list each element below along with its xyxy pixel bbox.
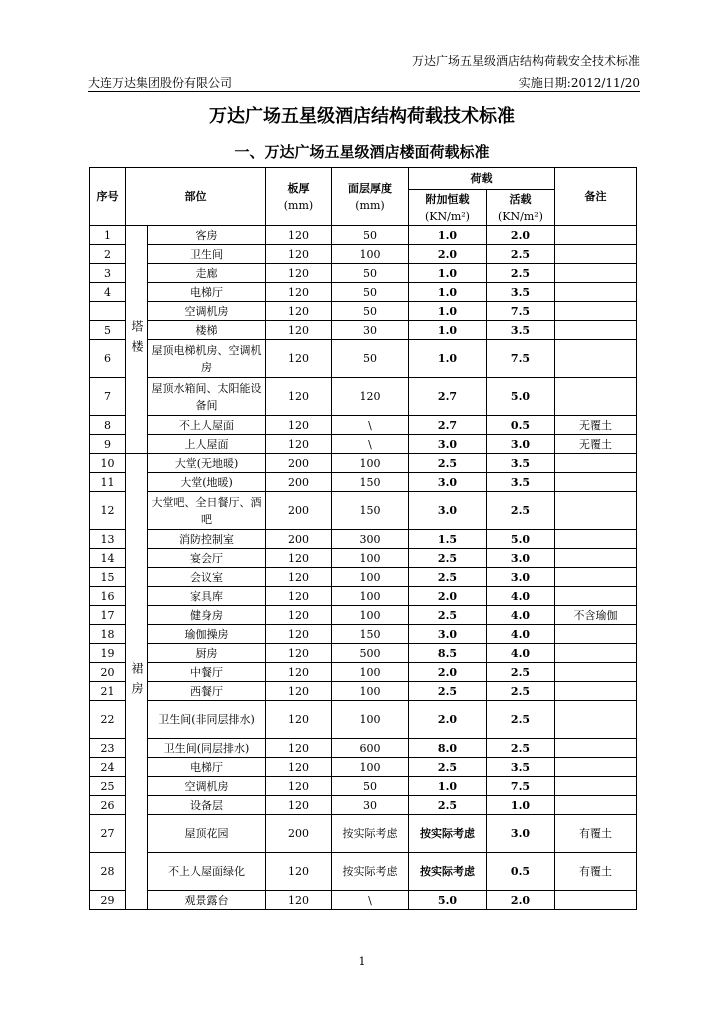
row-dead-load: 1.0 (409, 321, 487, 340)
row-number: 10 (90, 454, 126, 473)
row-surface-thickness: 30 (332, 796, 409, 815)
row-location: 空调机房 (148, 302, 266, 321)
row-dead-load: 按实际考虑 (409, 815, 487, 853)
row-slab-thickness: 120 (266, 796, 332, 815)
row-remark (555, 758, 637, 777)
row-dead-load: 1.0 (409, 340, 487, 378)
row-slab-thickness: 120 (266, 340, 332, 378)
row-location: 屋顶电梯机房、空调机房 (148, 340, 266, 378)
row-number: 16 (90, 587, 126, 606)
row-location: 卫生间(非同层排水) (148, 701, 266, 739)
table-row (90, 758, 637, 777)
row-slab-thickness: 120 (266, 682, 332, 701)
row-slab-thickness: 120 (266, 739, 332, 758)
row-location: 屋顶水箱间、太阳能设备间 (148, 378, 266, 416)
table-row (90, 378, 637, 416)
row-location: 卫生间 (148, 245, 266, 264)
row-surface-thickness: 100 (332, 454, 409, 473)
table-row (90, 473, 637, 492)
row-remark (555, 739, 637, 758)
row-remark (555, 454, 637, 473)
row-location: 上人屋面 (148, 435, 266, 454)
row-surface-thickness: 50 (332, 283, 409, 302)
row-slab-thickness: 120 (266, 568, 332, 587)
row-dead-load: 2.5 (409, 454, 487, 473)
row-slab-thickness: 200 (266, 530, 332, 549)
table-row (90, 606, 637, 625)
row-remark (555, 796, 637, 815)
table-row (90, 302, 637, 321)
row-location: 屋顶花园 (148, 815, 266, 853)
row-live-load: 2.5 (487, 492, 555, 530)
row-surface-thickness: 30 (332, 321, 409, 340)
row-remark (555, 302, 637, 321)
row-surface-thickness: 按实际考虑 (332, 815, 409, 853)
row-surface-thickness: 按实际考虑 (332, 853, 409, 891)
row-surface-thickness: 150 (332, 473, 409, 492)
row-surface-thickness: 100 (332, 587, 409, 606)
row-remark: 有覆土 (555, 815, 637, 853)
table-row (90, 435, 637, 454)
row-location: 卫生间(同层排水) (148, 739, 266, 758)
row-location: 消防控制室 (148, 530, 266, 549)
row-dead-load: 1.5 (409, 530, 487, 549)
row-live-load: 2.5 (487, 682, 555, 701)
row-slab-thickness: 120 (266, 378, 332, 416)
row-live-load: 1.0 (487, 796, 555, 815)
table-row (90, 644, 637, 663)
row-number: 12 (90, 492, 126, 530)
row-remark (555, 701, 637, 739)
row-dead-load: 2.5 (409, 549, 487, 568)
row-live-load: 3.0 (487, 815, 555, 853)
row-remark (555, 891, 637, 910)
row-slab-thickness: 200 (266, 454, 332, 473)
row-live-load: 4.0 (487, 587, 555, 606)
header-no: 序号 (90, 168, 126, 226)
row-slab-thickness: 120 (266, 644, 332, 663)
table-row (90, 568, 637, 587)
row-location: 观景露台 (148, 891, 266, 910)
row-live-load: 2.5 (487, 663, 555, 682)
row-live-load: 2.5 (487, 264, 555, 283)
row-location: 瑜伽操房 (148, 625, 266, 644)
row-location: 健身房 (148, 606, 266, 625)
row-dead-load: 8.0 (409, 739, 487, 758)
header-remark: 备注 (555, 168, 637, 226)
header-location: 部位 (126, 168, 266, 226)
row-live-load: 4.0 (487, 606, 555, 625)
row-remark (555, 777, 637, 796)
row-surface-thickness: 100 (332, 663, 409, 682)
row-slab-thickness: 120 (266, 758, 332, 777)
row-location: 空调机房 (148, 777, 266, 796)
row-number: 14 (90, 549, 126, 568)
row-dead-load: 2.0 (409, 701, 487, 739)
row-number: 22 (90, 701, 126, 739)
row-number: 17 (90, 606, 126, 625)
row-surface-thickness: 150 (332, 625, 409, 644)
row-remark (555, 264, 637, 283)
row-dead-load: 2.5 (409, 758, 487, 777)
row-live-load: 5.0 (487, 530, 555, 549)
section-title: 一、万达广场五星级酒店楼面荷载标准 (234, 143, 490, 161)
table-row (90, 853, 637, 891)
row-remark (555, 283, 637, 302)
row-slab-thickness: 120 (266, 264, 332, 283)
row-dead-load: 3.0 (409, 435, 487, 454)
row-live-load: 0.5 (487, 416, 555, 435)
table-row (90, 796, 637, 815)
row-surface-thickness: 50 (332, 777, 409, 796)
row-surface-thickness: 100 (332, 758, 409, 777)
page-number: 1 (358, 955, 366, 968)
row-dead-load: 按实际考虑 (409, 853, 487, 891)
row-number: 2 (90, 245, 126, 264)
row-remark (555, 625, 637, 644)
row-dead-load: 2.7 (409, 416, 487, 435)
table-row (90, 530, 637, 549)
row-number: 21 (90, 682, 126, 701)
row-remark (555, 378, 637, 416)
row-dead-load: 2.5 (409, 796, 487, 815)
group-label-podium: 裙房 (126, 454, 148, 910)
row-remark: 无覆土 (555, 416, 637, 435)
row-number: 9 (90, 435, 126, 454)
table-row (90, 492, 637, 530)
row-remark (555, 549, 637, 568)
row-live-load: 3.5 (487, 473, 555, 492)
table-row (90, 226, 637, 245)
header-dead-load: 附加恒载 (KN/m²) (409, 190, 487, 226)
row-live-load: 7.5 (487, 302, 555, 321)
row-number: 27 (90, 815, 126, 853)
row-number (90, 302, 126, 321)
row-location: 宴会厅 (148, 549, 266, 568)
row-location: 电梯厅 (148, 758, 266, 777)
row-remark: 无覆土 (555, 435, 637, 454)
row-surface-thickness: 50 (332, 340, 409, 378)
row-surface-thickness: 50 (332, 264, 409, 283)
row-live-load: 2.5 (487, 245, 555, 264)
row-remark (555, 492, 637, 530)
row-surface-thickness: 600 (332, 739, 409, 758)
row-slab-thickness: 120 (266, 435, 332, 454)
row-dead-load: 1.0 (409, 283, 487, 302)
row-remark (555, 321, 637, 340)
row-dead-load: 1.0 (409, 302, 487, 321)
row-remark (555, 245, 637, 264)
row-surface-thickness: \ (332, 416, 409, 435)
table-row (90, 549, 637, 568)
row-dead-load: 2.0 (409, 587, 487, 606)
row-live-load: 2.0 (487, 226, 555, 245)
row-slab-thickness: 120 (266, 226, 332, 245)
row-number: 25 (90, 777, 126, 796)
row-number: 15 (90, 568, 126, 587)
table-row (90, 245, 637, 264)
table-row (90, 739, 637, 758)
row-location: 客房 (148, 226, 266, 245)
row-dead-load: 3.0 (409, 492, 487, 530)
table-row (90, 321, 637, 340)
row-location: 楼梯 (148, 321, 266, 340)
row-dead-load: 1.0 (409, 264, 487, 283)
row-number: 3 (90, 264, 126, 283)
row-number: 13 (90, 530, 126, 549)
row-dead-load: 1.0 (409, 777, 487, 796)
row-live-load: 5.0 (487, 378, 555, 416)
row-surface-thickness: 50 (332, 226, 409, 245)
row-location: 大堂(地暖) (148, 473, 266, 492)
row-dead-load: 2.7 (409, 378, 487, 416)
row-location: 家具库 (148, 587, 266, 606)
row-number: 5 (90, 321, 126, 340)
row-dead-load: 3.0 (409, 625, 487, 644)
table-row (90, 777, 637, 796)
row-live-load: 3.5 (487, 454, 555, 473)
row-dead-load: 1.0 (409, 226, 487, 245)
row-dead-load: 2.0 (409, 663, 487, 682)
row-slab-thickness: 120 (266, 777, 332, 796)
row-location: 会议室 (148, 568, 266, 587)
table-row (90, 416, 637, 435)
document-header-title: 万达广场五星级酒店结构荷载安全技术标准 (411, 54, 640, 68)
row-slab-thickness: 120 (266, 549, 332, 568)
row-remark (555, 568, 637, 587)
row-slab-thickness: 120 (266, 416, 332, 435)
table-row (90, 815, 637, 853)
effective-date: 实施日期:2012/11/20 (518, 76, 640, 90)
row-surface-thickness: 100 (332, 549, 409, 568)
row-dead-load: 2.5 (409, 682, 487, 701)
row-location: 西餐厅 (148, 682, 266, 701)
header-surface: 面层厚度 (mm) (332, 168, 409, 226)
row-dead-load: 2.5 (409, 568, 487, 587)
row-slab-thickness: 120 (266, 321, 332, 340)
table-row (90, 340, 637, 378)
row-surface-thickness: 100 (332, 568, 409, 587)
row-live-load: 3.0 (487, 568, 555, 587)
row-remark (555, 226, 637, 245)
table-row (90, 283, 637, 302)
row-slab-thickness: 120 (266, 587, 332, 606)
row-surface-thickness: 100 (332, 245, 409, 264)
row-number: 6 (90, 340, 126, 378)
row-surface-thickness: \ (332, 435, 409, 454)
row-live-load: 3.5 (487, 758, 555, 777)
table-row (90, 701, 637, 739)
row-surface-thickness: 300 (332, 530, 409, 549)
row-live-load: 3.5 (487, 321, 555, 340)
group-label-tower: 塔楼 (126, 226, 148, 454)
row-live-load: 2.5 (487, 701, 555, 739)
row-number: 19 (90, 644, 126, 663)
row-slab-thickness: 200 (266, 815, 332, 853)
row-slab-thickness: 200 (266, 492, 332, 530)
row-surface-thickness: 50 (332, 302, 409, 321)
row-surface-thickness: 500 (332, 644, 409, 663)
row-surface-thickness: \ (332, 891, 409, 910)
row-remark (555, 644, 637, 663)
row-remark (555, 340, 637, 378)
row-location: 大堂吧、全日餐厅、酒吧 (148, 492, 266, 530)
header-load: 荷载 (409, 168, 555, 190)
row-slab-thickness: 120 (266, 891, 332, 910)
row-number: 20 (90, 663, 126, 682)
row-remark (555, 473, 637, 492)
row-live-load: 3.0 (487, 435, 555, 454)
row-remark: 有覆土 (555, 853, 637, 891)
row-slab-thickness: 200 (266, 473, 332, 492)
row-location: 不上人屋面绿化 (148, 853, 266, 891)
row-live-load: 3.5 (487, 283, 555, 302)
row-surface-thickness: 100 (332, 606, 409, 625)
row-live-load: 2.0 (487, 891, 555, 910)
row-number: 28 (90, 853, 126, 891)
row-dead-load: 8.5 (409, 644, 487, 663)
row-live-load: 4.0 (487, 644, 555, 663)
row-live-load: 3.0 (487, 549, 555, 568)
row-dead-load: 5.0 (409, 891, 487, 910)
header-divider (88, 91, 640, 92)
row-slab-thickness: 120 (266, 625, 332, 644)
company-name: 大连万达集团股份有限公司 (88, 76, 233, 90)
row-number: 29 (90, 891, 126, 910)
row-remark (555, 530, 637, 549)
table-row (90, 264, 637, 283)
row-remark: 不含瑜伽 (555, 606, 637, 625)
row-slab-thickness: 120 (266, 663, 332, 682)
row-live-load: 2.5 (487, 739, 555, 758)
row-location: 中餐厅 (148, 663, 266, 682)
row-surface-thickness: 100 (332, 701, 409, 739)
row-number: 26 (90, 796, 126, 815)
row-slab-thickness: 120 (266, 701, 332, 739)
row-dead-load: 2.0 (409, 245, 487, 264)
row-location: 走廊 (148, 264, 266, 283)
table-row (90, 682, 637, 701)
table-row (90, 663, 637, 682)
page-title: 万达广场五星级酒店结构荷载技术标准 (209, 106, 515, 127)
row-location: 不上人屋面 (148, 416, 266, 435)
row-live-load: 4.0 (487, 625, 555, 644)
row-number: 1 (90, 226, 126, 245)
row-number: 11 (90, 473, 126, 492)
row-live-load: 7.5 (487, 777, 555, 796)
row-location: 大堂(无地暖) (148, 454, 266, 473)
row-slab-thickness: 120 (266, 302, 332, 321)
header-slab: 板厚 (mm) (266, 168, 332, 226)
row-dead-load: 2.5 (409, 606, 487, 625)
row-remark (555, 587, 637, 606)
table-row (90, 625, 637, 644)
row-live-load: 0.5 (487, 853, 555, 891)
table-row (90, 891, 637, 910)
row-number: 4 (90, 283, 126, 302)
header-live-load: 活载 (KN/m²) (487, 190, 555, 226)
row-slab-thickness: 120 (266, 606, 332, 625)
row-remark (555, 682, 637, 701)
row-number: 24 (90, 758, 126, 777)
row-number: 23 (90, 739, 126, 758)
row-number: 18 (90, 625, 126, 644)
row-number: 8 (90, 416, 126, 435)
row-slab-thickness: 120 (266, 853, 332, 891)
row-surface-thickness: 100 (332, 682, 409, 701)
row-live-load: 7.5 (487, 340, 555, 378)
row-remark (555, 663, 637, 682)
row-dead-load: 3.0 (409, 473, 487, 492)
floor-load-table (89, 167, 637, 910)
row-slab-thickness: 120 (266, 283, 332, 302)
row-number: 7 (90, 378, 126, 416)
row-location: 厨房 (148, 644, 266, 663)
row-location: 设备层 (148, 796, 266, 815)
row-slab-thickness: 120 (266, 245, 332, 264)
row-location: 电梯厅 (148, 283, 266, 302)
table-row (90, 454, 637, 473)
table-row (90, 587, 637, 606)
row-surface-thickness: 120 (332, 378, 409, 416)
row-surface-thickness: 150 (332, 492, 409, 530)
